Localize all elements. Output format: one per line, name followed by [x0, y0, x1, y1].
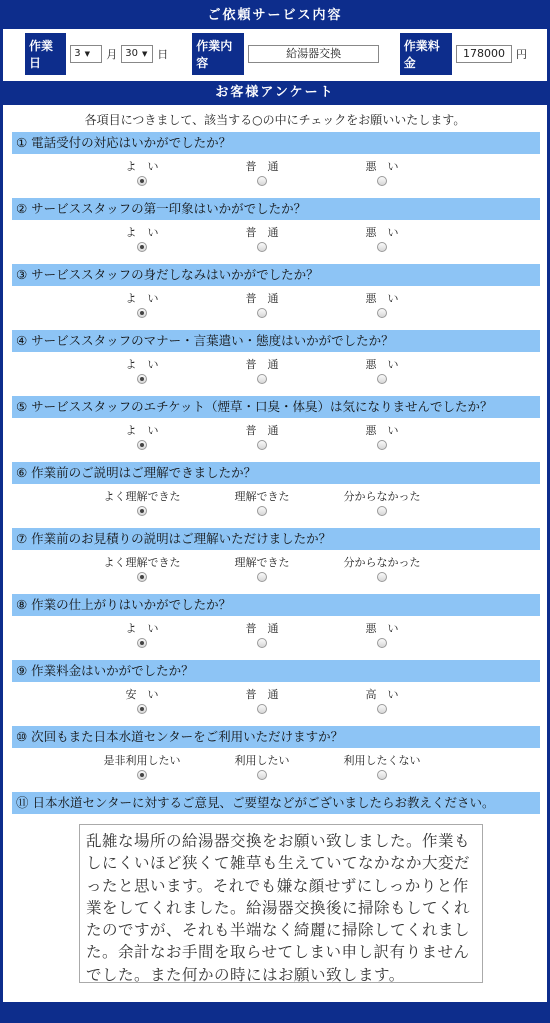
option-label: 悪 い [365, 358, 399, 371]
option-label: 普 通 [245, 160, 279, 173]
option-label: 利用したくない [343, 754, 421, 767]
answer-options [12, 682, 540, 726]
answer-option [87, 621, 197, 651]
answer-option [327, 225, 437, 255]
radio-button[interactable] [137, 440, 147, 450]
radio-button[interactable] [377, 374, 387, 384]
radio-button[interactable] [377, 308, 387, 318]
chevron-down-icon: ▼ [84, 50, 90, 58]
option-label: よく理解できた [103, 490, 181, 503]
question-10 [12, 726, 540, 792]
question-8 [12, 594, 540, 660]
option-label: 悪 い [365, 160, 399, 173]
radio-button[interactable] [257, 704, 267, 714]
radio-button[interactable] [257, 242, 267, 252]
work-content-field[interactable]: 給湯器交換 [248, 45, 378, 63]
option-label: よ い [125, 226, 159, 239]
question-7 [12, 528, 540, 594]
answer-option [327, 753, 437, 783]
radio-button[interactable] [377, 770, 387, 780]
question-text: ④ サービススタッフのマナー・言葉遣い・態度はいかがでしたか？ [12, 330, 540, 352]
radio-button[interactable] [377, 506, 387, 516]
option-label: 利用したい [234, 754, 290, 767]
option-label: 普 通 [245, 622, 279, 635]
option-label: 悪 い [365, 226, 399, 239]
radio-button[interactable] [137, 572, 147, 582]
service-details-row [3, 29, 547, 79]
option-label: 普 通 [245, 292, 279, 305]
question-text: ③ サービススタッフの身だしなみはいかがでしたか？ [12, 264, 540, 286]
answer-option [87, 555, 197, 585]
option-label: 普 通 [245, 358, 279, 371]
radio-button[interactable] [137, 506, 147, 516]
radio-button[interactable] [257, 440, 267, 450]
option-label: 高 い [365, 688, 399, 701]
question-2 [12, 198, 540, 264]
day-unit: 日 [157, 48, 169, 61]
comment-textarea[interactable]: 乱雑な場所の給湯器交換をお願い致しました。作業もしにくいほど狭くて雑草も生えていてなかなか大変だったと思います。それでも嫌な顔せずにしっかりと作業をしてくれました。給湯器交換後に掃除もしてくれたのですが、それも半端なく綺麗に掃除してくれました。余計なお手間を取らせてしまい申し訳有りませんでした。また何かの時にはお願い致します。 [79, 824, 483, 983]
option-label: 分からなかった [343, 556, 421, 569]
option-label: よく理解できた [103, 556, 181, 569]
option-label: 悪 い [365, 292, 399, 305]
question-4 [12, 330, 540, 396]
answer-option [207, 423, 317, 453]
answer-option [87, 357, 197, 387]
option-label: 悪 い [365, 622, 399, 635]
question-text: ⑧ 作業の仕上がりはいかがでしたか？ [12, 594, 540, 616]
answer-option [327, 621, 437, 651]
option-label: 普 通 [245, 424, 279, 437]
question-9 [12, 660, 540, 726]
work-date-label: 作業日 [25, 33, 66, 75]
answer-option [207, 687, 317, 717]
option-label: 安 い [125, 688, 159, 701]
answer-option [87, 291, 197, 321]
day-value: 30 [125, 48, 138, 59]
radio-button[interactable] [257, 374, 267, 384]
answer-option [87, 159, 197, 189]
radio-button[interactable] [137, 704, 147, 714]
option-label: 理解できた [234, 490, 290, 503]
radio-button[interactable] [137, 770, 147, 780]
option-label: 普 通 [245, 226, 279, 239]
answer-option [327, 159, 437, 189]
question-1 [12, 132, 540, 198]
option-label: よ い [125, 358, 159, 371]
radio-button[interactable] [137, 176, 147, 186]
option-label: 理解できた [234, 556, 290, 569]
radio-button[interactable] [137, 638, 147, 648]
answer-option [87, 687, 197, 717]
answer-option [327, 291, 437, 321]
answer-option [327, 357, 437, 387]
option-label: よ い [125, 622, 159, 635]
radio-button[interactable] [257, 572, 267, 582]
answer-option [207, 225, 317, 255]
option-label: 普 通 [245, 688, 279, 701]
work-fee-field[interactable]: 178000 [456, 45, 512, 63]
answer-option [327, 489, 437, 519]
month-select[interactable] [70, 45, 102, 63]
month-value: 3 [74, 48, 81, 59]
answer-option [327, 555, 437, 585]
answer-option [207, 555, 317, 585]
radio-button[interactable] [257, 308, 267, 318]
question-text: ⑦ 作業前のお見積りの説明はご理解いただけましたか？ [12, 528, 540, 550]
answer-option [87, 489, 197, 519]
answer-options [12, 616, 540, 660]
answer-options [12, 418, 540, 462]
radio-button[interactable] [377, 704, 387, 714]
answer-options [12, 748, 540, 792]
question-3 [12, 264, 540, 330]
answer-option [87, 423, 197, 453]
answer-option [327, 423, 437, 453]
question-5 [12, 396, 540, 462]
answer-option [327, 687, 437, 717]
question-6 [12, 462, 540, 528]
radio-button[interactable] [377, 176, 387, 186]
answer-options [12, 286, 540, 330]
answer-option [207, 159, 317, 189]
question-text: ⑩ 次回もまた日本水道センターをご利用いただけますか？ [12, 726, 540, 748]
question-text: ① 電話受付の対応はいかがでしたか？ [12, 132, 540, 154]
answer-options [12, 484, 540, 528]
service-section-title: ご依頼サービス内容 [3, 3, 547, 29]
answer-options [12, 220, 540, 264]
question-list [3, 132, 547, 792]
answer-option [207, 621, 317, 651]
answer-options [12, 154, 540, 198]
radio-button[interactable] [257, 638, 267, 648]
chevron-down-icon: ▼ [141, 50, 148, 58]
radio-button[interactable] [377, 638, 387, 648]
radio-button[interactable] [377, 242, 387, 252]
work-content-label: 作業内容 [192, 33, 244, 75]
option-label: 分からなかった [343, 490, 421, 503]
answer-options [12, 352, 540, 396]
radio-button[interactable] [137, 374, 147, 384]
question-text: ⑨ 作業料金はいかがでしたか？ [12, 660, 540, 682]
survey-intro: 各項目につきまして、該当する○の中にチェックをお願いいたします。 [84, 113, 466, 127]
work-fee-label: 作業料金 [400, 33, 452, 75]
answer-option [87, 753, 197, 783]
answer-option [207, 291, 317, 321]
option-label: 是非利用したい [103, 754, 181, 767]
day-select[interactable] [121, 45, 153, 63]
radio-button[interactable] [137, 308, 147, 318]
radio-button[interactable] [257, 176, 267, 186]
question-text: ⑪ 日本水道センターに対するご意見、ご要望などがございましたらお教えください。 [12, 792, 540, 814]
question-text: ⑤ サービススタッフのエチケット（煙草・口臭・体臭）は気になりませんでしたか？ [12, 396, 540, 418]
question-text: ⑥ 作業前のご説明はご理解できましたか？ [12, 462, 540, 484]
footer-bar [3, 1002, 547, 1020]
option-label: よ い [125, 424, 159, 437]
radio-button[interactable] [377, 572, 387, 582]
answer-option [207, 753, 317, 783]
month-unit: 月 [106, 48, 118, 61]
answer-option [87, 225, 197, 255]
radio-button[interactable] [137, 242, 147, 252]
survey-section-title: お客様アンケート [3, 81, 547, 105]
option-label: よ い [125, 292, 159, 305]
radio-button[interactable] [257, 506, 267, 516]
option-label: 悪 い [365, 424, 399, 437]
fee-unit: 円 [516, 48, 528, 61]
radio-button[interactable] [257, 770, 267, 780]
answer-option [207, 489, 317, 519]
question-11 [12, 792, 540, 983]
answer-option [207, 357, 317, 387]
answer-options [12, 550, 540, 594]
radio-button[interactable] [377, 440, 387, 450]
question-text: ② サービススタッフの第一印象はいかがでしたか？ [12, 198, 540, 220]
option-label: よ い [125, 160, 159, 173]
